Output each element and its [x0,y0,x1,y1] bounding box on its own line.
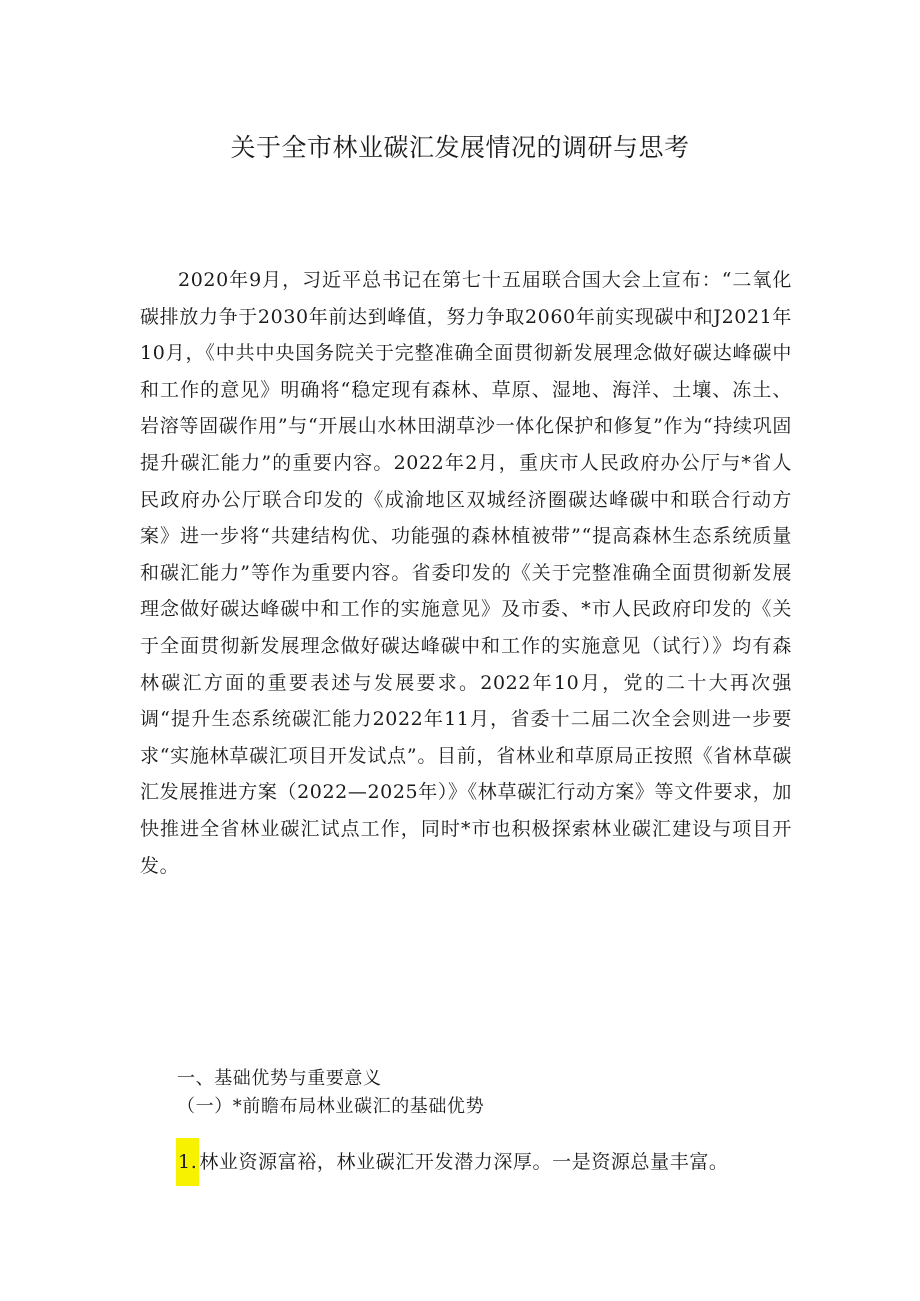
document-title: 关于全市林业碳汇发展情况的调研与思考 [230,133,690,162]
highlighted-number: 1. [176,1138,199,1186]
section-heading: 一、基础优势与重要意义 [177,1068,382,1089]
intro-paragraph: 2020年9月，习近平总书记在第七十五届联合国大会上宣布：“二氧化碳排放力争于2030年前达到峰值，努力争取2060年前实现碳中和J2021年10月，《中共中央国务院关于完整准确全面贯彻新发展理念做好碳达峰碳中和工作的意见》明确将“稳定现有森林、草原、湿地、海洋、土壤、冻土、岩溶等固碳作用”与“开展山水林田湖草沙一体化保护和修复”作为“持续巩固提升碳汇能力”的重要内容。2022年2月，重庆市人民政府办公厅与*省人民政府办公厅联合印发的《成渝地区双城经济圈碳达峰碳中和联合行动方案》进一步将“共建结构优、功能强的森林植被带”“提高森林生态系统质量和碳汇能力”等作为重要内容。省委印发的《关于完整准确全面贯彻新发展理念做好碳达峰碳中和工作的实施意见》及市委、*市人民政府印发的《关于全面贯彻新发展理念做好碳达峰碳中和工作的实施意见（试行）》均有森林碳汇方面的重要表述与发展要求。2022年10月，党的二十大再次强调“提升生态系统碳汇能力2022年11月，省委十二届二次全会则进一步要求“实施林草碳汇项目开发试点”。目前，省林业和草原局正按照《省林草碳汇发展推进方案（2022—2025年）》《林草碳汇行动方案》等文件要求，加快推进全省林业碳汇试点工作，同时*市也积极探索林业碳汇建设与项目开发。 [140,269,792,877]
point-text: 林业资源富裕，林业碳汇开发潜力深厚。一是资源总量丰富。 [199,1151,729,1173]
subsection-heading: （一）*前瞻布局林业碳汇的基础优势 [177,1096,485,1117]
numbered-point [176,1138,729,1186]
